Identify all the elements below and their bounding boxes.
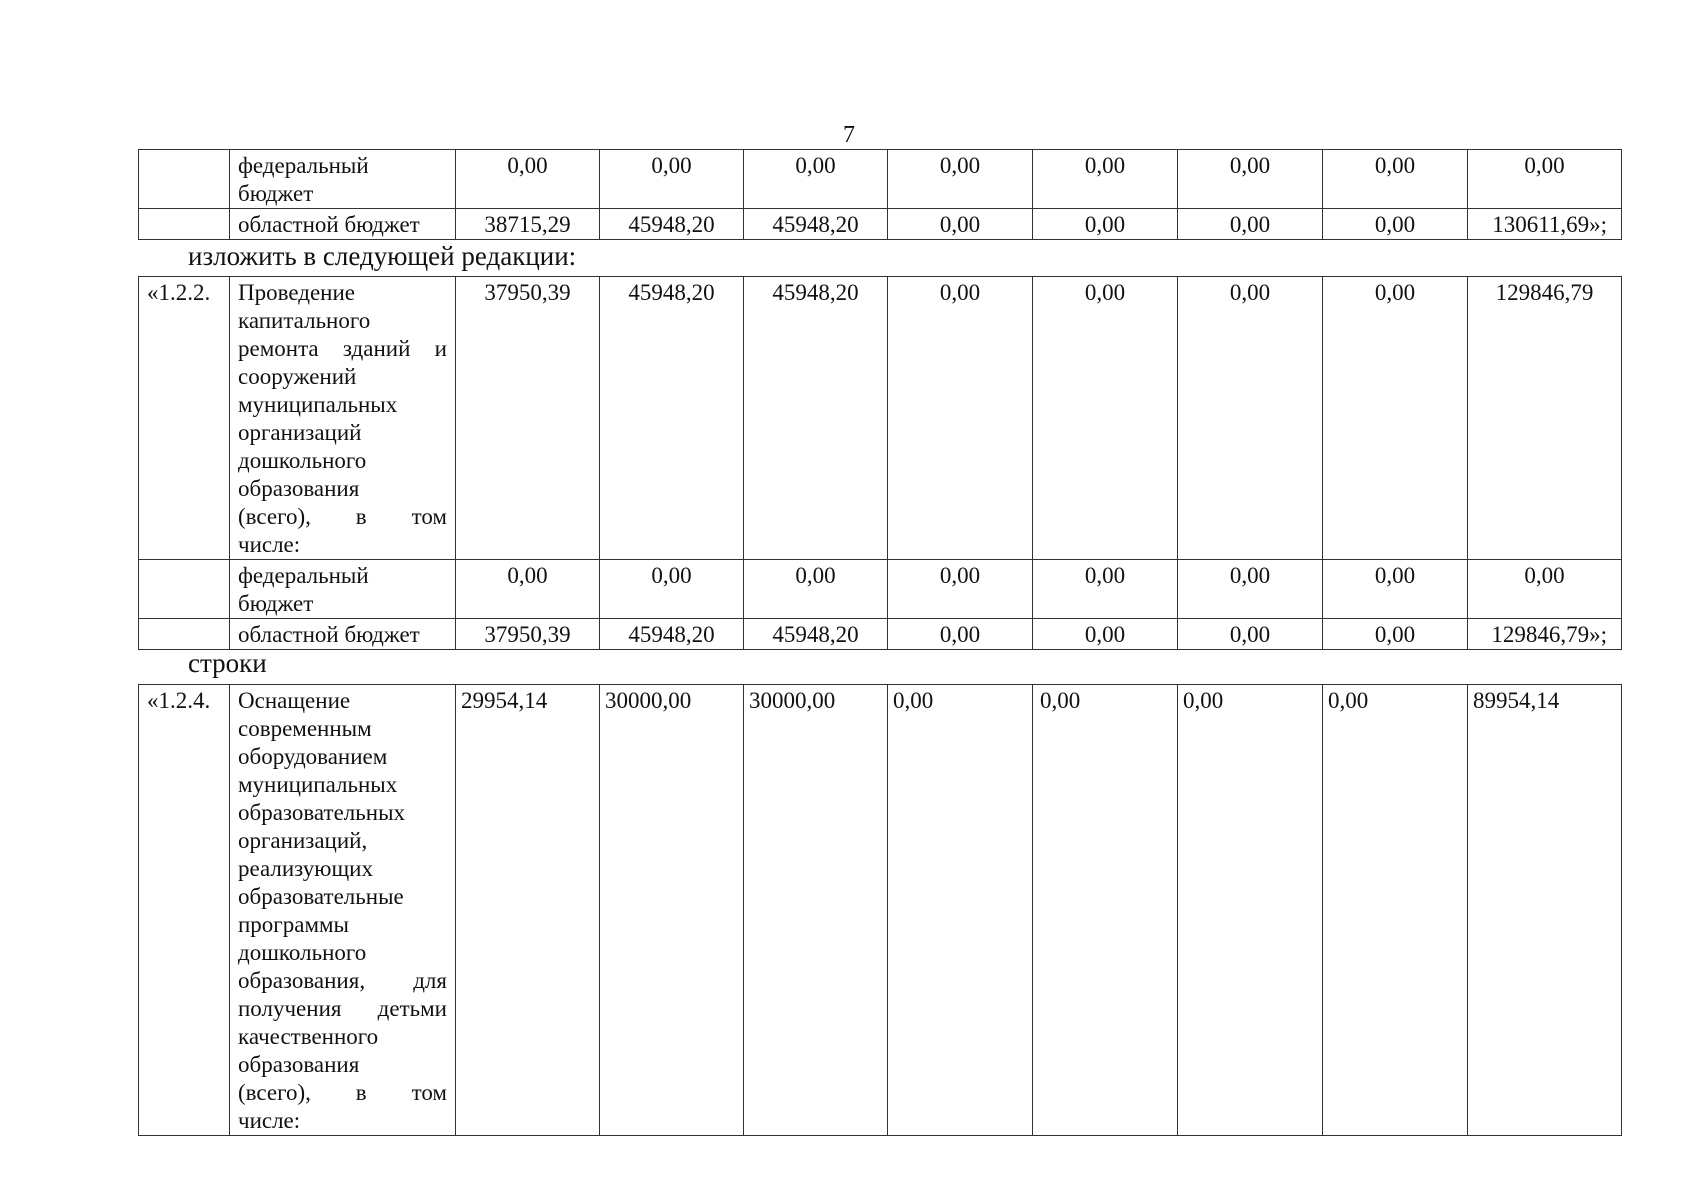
- value-cell: 0,00: [744, 150, 888, 209]
- total-cell: 129846,79»;: [1468, 619, 1622, 650]
- name-word: и: [434, 336, 447, 361]
- value-cell: 0,00: [1033, 277, 1178, 560]
- value-cell: 0,00: [1178, 619, 1323, 650]
- value-cell: 45948,20: [600, 209, 744, 240]
- value-cell: 0,00: [1033, 209, 1178, 240]
- value-cell: 38715,29: [456, 209, 600, 240]
- row-name-cell: [230, 685, 456, 1136]
- name-word: образования,: [238, 968, 366, 993]
- value-cell: 0,00: [1178, 150, 1323, 209]
- value-cell: 0,00: [744, 560, 888, 619]
- value-cell: 0,00: [1323, 150, 1468, 209]
- value-cell: 0,00: [1033, 619, 1178, 650]
- value-cell: 0,00: [888, 277, 1033, 560]
- page-number: 7: [843, 122, 855, 148]
- name-line: организаций,: [238, 828, 368, 853]
- table-row: [139, 209, 1622, 240]
- total-cell: 89954,14: [1468, 685, 1622, 1136]
- row-number-cell: «1.2.4.: [139, 685, 230, 1136]
- value-cell: 45948,20: [744, 209, 888, 240]
- value-cell: 0,00: [1323, 619, 1468, 650]
- budget-table-old-tail: [138, 149, 1622, 240]
- value-cell: 37950,39: [456, 277, 600, 560]
- total-cell: 0,00: [1468, 560, 1622, 619]
- value-cell: 0,00: [1033, 150, 1178, 209]
- value-cell: 0,00: [1323, 685, 1468, 1136]
- name-line: числе:: [238, 1108, 301, 1133]
- value-cell: 0,00: [1323, 277, 1468, 560]
- name-word: для: [413, 968, 447, 993]
- name-line: образования: [238, 476, 360, 501]
- budget-table-new-edition: [138, 276, 1622, 650]
- row-number-cell: [139, 209, 230, 240]
- total-cell: 130611,69»;: [1468, 209, 1622, 240]
- total-cell: 0,00: [1468, 150, 1622, 209]
- instruction-text: изложить в следующей редакции:: [188, 241, 577, 271]
- name-word: в: [355, 504, 367, 529]
- value-cell: 0,00: [600, 560, 744, 619]
- value-cell: 0,00: [600, 150, 744, 209]
- value-cell: 0,00: [456, 560, 600, 619]
- name-line-justified: [238, 335, 447, 363]
- row-name-cell: федеральный бюджет: [230, 150, 456, 209]
- value-cell: 0,00: [456, 150, 600, 209]
- row-number-cell: [139, 150, 230, 209]
- name-line: программы: [238, 912, 350, 937]
- name-line: реализующих: [238, 856, 373, 881]
- value-cell: 0,00: [1178, 685, 1323, 1136]
- name-word: ремонта: [238, 336, 319, 361]
- name-line: муниципальных: [238, 772, 398, 797]
- value-cell: 45948,20: [744, 277, 888, 560]
- name-word: (всего),: [238, 504, 311, 529]
- name-line: капитального: [238, 308, 371, 333]
- name-line: муниципальных: [238, 392, 398, 417]
- value-cell: 0,00: [1323, 560, 1468, 619]
- name-line: организаций: [238, 420, 362, 445]
- name-word: зданий: [342, 336, 411, 361]
- name-line-justified: [238, 967, 447, 995]
- row-name-cell: областной бюджет: [230, 619, 456, 650]
- name-line: образовательных: [238, 800, 406, 825]
- table-row: [139, 277, 1622, 560]
- row-name-cell: [230, 277, 456, 560]
- value-cell: 29954,14: [456, 685, 600, 1136]
- budget-table-next-row: [138, 684, 1622, 1136]
- name-word: (всего),: [238, 1080, 311, 1105]
- name-line: дошкольного: [238, 448, 367, 473]
- row-number-cell: [139, 619, 230, 650]
- value-cell: 0,00: [888, 560, 1033, 619]
- total-cell: 129846,79: [1468, 277, 1622, 560]
- table-row: [139, 150, 1622, 209]
- name-line: Оснащение: [238, 688, 351, 713]
- instruction-text: строки: [188, 648, 267, 678]
- name-word: том: [411, 504, 447, 529]
- value-cell: 30000,00: [744, 685, 888, 1136]
- name-line: сооружений: [238, 364, 357, 389]
- row-number-cell: [139, 560, 230, 619]
- value-cell: 0,00: [888, 619, 1033, 650]
- name-line: качественного: [238, 1024, 379, 1049]
- value-cell: 0,00: [1033, 685, 1178, 1136]
- name-word: детьми: [377, 996, 447, 1021]
- name-line: образовательные: [238, 884, 404, 909]
- name-word: в: [355, 1080, 367, 1105]
- table-row: [139, 560, 1622, 619]
- name-line: современным: [238, 716, 372, 741]
- value-cell: 0,00: [1178, 277, 1323, 560]
- value-cell: 0,00: [1033, 560, 1178, 619]
- name-line-justified: [238, 1079, 447, 1107]
- row-name-cell: областной бюджет: [230, 209, 456, 240]
- value-cell: 45948,20: [744, 619, 888, 650]
- value-cell: 0,00: [888, 209, 1033, 240]
- value-cell: 0,00: [1178, 209, 1323, 240]
- name-word: том: [411, 1080, 447, 1105]
- name-line: Проведение: [238, 280, 355, 305]
- table-row: [139, 685, 1622, 1136]
- value-cell: 45948,20: [600, 619, 744, 650]
- name-word: получения: [238, 996, 342, 1021]
- row-name-cell: федеральный бюджет: [230, 560, 456, 619]
- value-cell: 45948,20: [600, 277, 744, 560]
- name-line-justified: [238, 503, 447, 531]
- name-line: оборудованием: [238, 744, 388, 769]
- name-line: дошкольного: [238, 940, 367, 965]
- value-cell: 37950,39: [456, 619, 600, 650]
- table-row: [139, 619, 1622, 650]
- value-cell: 0,00: [1323, 209, 1468, 240]
- value-cell: 0,00: [1178, 560, 1323, 619]
- value-cell: 0,00: [888, 685, 1033, 1136]
- name-line-justified: [238, 995, 447, 1023]
- name-line: числе:: [238, 532, 301, 557]
- value-cell: 0,00: [888, 150, 1033, 209]
- value-cell: 30000,00: [600, 685, 744, 1136]
- row-number-cell: «1.2.2.: [139, 277, 230, 560]
- name-line: образования: [238, 1052, 360, 1077]
